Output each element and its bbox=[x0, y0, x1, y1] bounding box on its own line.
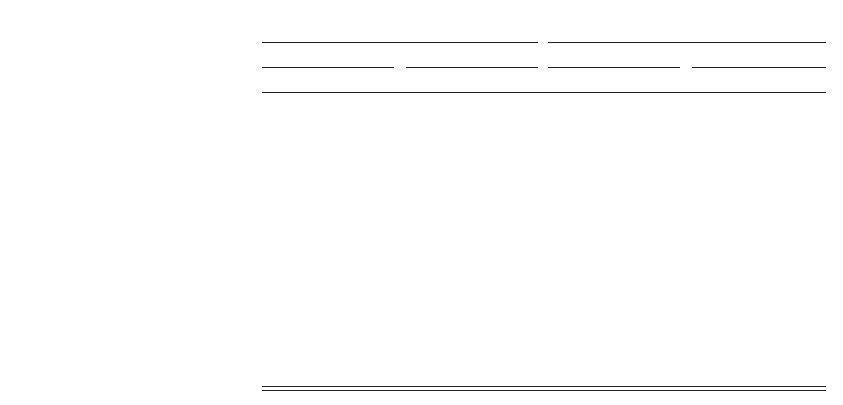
total-double-rule-top bbox=[262, 386, 826, 387]
rule-2023 bbox=[262, 67, 394, 68]
rule-2024-fy bbox=[406, 67, 538, 68]
total-double-rule-bottom bbox=[262, 390, 826, 391]
rule-2025-9m bbox=[692, 67, 826, 68]
rule-2024-9m bbox=[548, 67, 680, 68]
rule-nine-months bbox=[548, 42, 826, 43]
rule-full-year bbox=[262, 42, 538, 43]
rule-col-headers bbox=[262, 92, 826, 93]
